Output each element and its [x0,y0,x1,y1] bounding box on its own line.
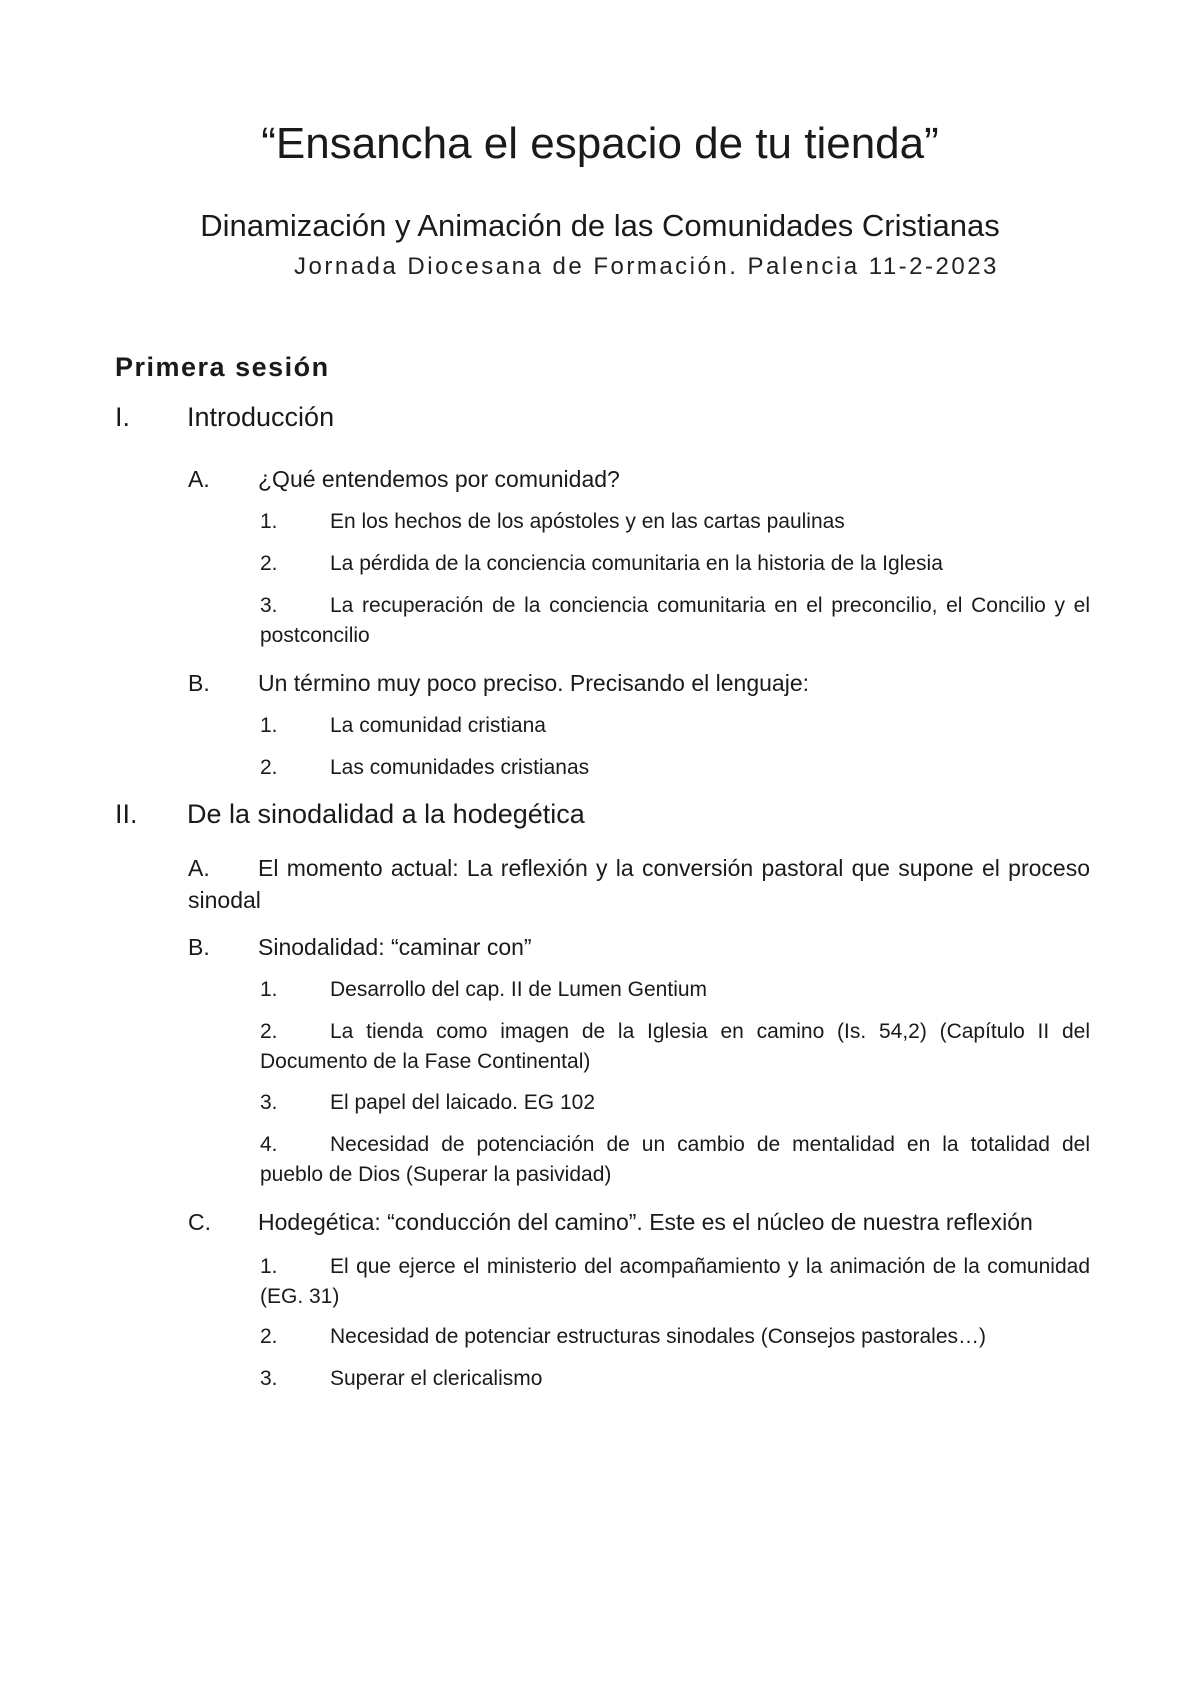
subsection-letter: A. [188,466,210,492]
subsection-label: El momento actual: La reflexión y la conversión pastoral que supone el proceso sinodal [188,855,1090,913]
document-subtitle: Dinamización y Animación de las Comunidades Cristianas [200,208,1000,243]
section-number: II. [115,799,138,829]
item-label: La tienda como imagen de la Iglesia en camino (Is. 54,2) (Capítulo II del Documento de la Fase Continental) [260,1020,1090,1073]
item-label: Necesidad de potenciar estructuras sinodales (Consejos pastorales…) [330,1325,987,1348]
item-label: El papel del laicado. EG 102 [330,1091,596,1114]
section-number: I. [115,402,131,432]
section-label: De la sinodalidad a la hodegética [187,799,585,829]
subsection-letter: A. [188,855,210,881]
subsection-letter: B. [188,670,210,696]
item-label: En los hechos de los apóstoles y en las cartas paulinas [330,510,845,533]
subsection-letter: B. [188,934,210,960]
item-label: La comunidad cristiana [330,714,546,737]
item-label: La recuperación de la conciencia comunitaria en el preconcilio, el Concilio y el postconcilio [260,594,1090,647]
item-label: Superar el clericalismo [330,1367,543,1390]
item-label: La pérdida de la conciencia comunitaria en la historia de la Iglesia [330,552,943,575]
item-label: Necesidad de potenciación de un cambio de mentalidad en la totalidad del pueblo de Dios (Superar la pasividad) [260,1133,1090,1186]
list-item [260,1130,1090,1190]
list-item [260,591,1090,651]
section-label: Introducción [187,402,335,432]
item-number: 2. [260,1020,278,1043]
subsection-label: ¿Qué entendemos por comunidad? [258,466,620,492]
subsection-heading [188,852,1090,916]
subsection-label: Un término muy poco preciso. Precisando el lenguaje: [258,670,810,696]
item-number: 1. [260,978,278,1001]
session-heading: Primera sesión [115,352,330,382]
subsection-label: Sinodalidad: “caminar con” [258,934,532,960]
item-number: 2. [260,552,278,575]
subsection-label: Hodegética: “conducción del camino”. Este es el núcleo de nuestra reflexión [258,1209,1033,1235]
item-number: 3. [260,1091,278,1114]
event-line: Jornada Diocesana de Formación. Palencia 11-2-2023 [294,253,999,280]
list-item [260,1017,1090,1077]
item-number: 2. [260,1325,278,1348]
item-number: 3. [260,594,278,617]
item-number: 3. [260,1367,278,1390]
item-number: 2. [260,756,278,779]
list-item [260,1252,1090,1312]
item-label: Las comunidades cristianas [330,756,590,779]
item-number: 4. [260,1133,278,1156]
item-number: 1. [260,714,278,737]
subsection-letter: C. [188,1209,211,1235]
item-label: Desarrollo del cap. II de Lumen Gentium [330,978,708,1001]
item-label: El que ejerce el ministerio del acompañamiento y la animación de la comunidad (EG. 31) [260,1255,1090,1308]
item-number: 1. [260,510,278,533]
item-number: 1. [260,1255,278,1278]
document-title: “Ensancha el espacio de tu tienda” [261,119,939,168]
